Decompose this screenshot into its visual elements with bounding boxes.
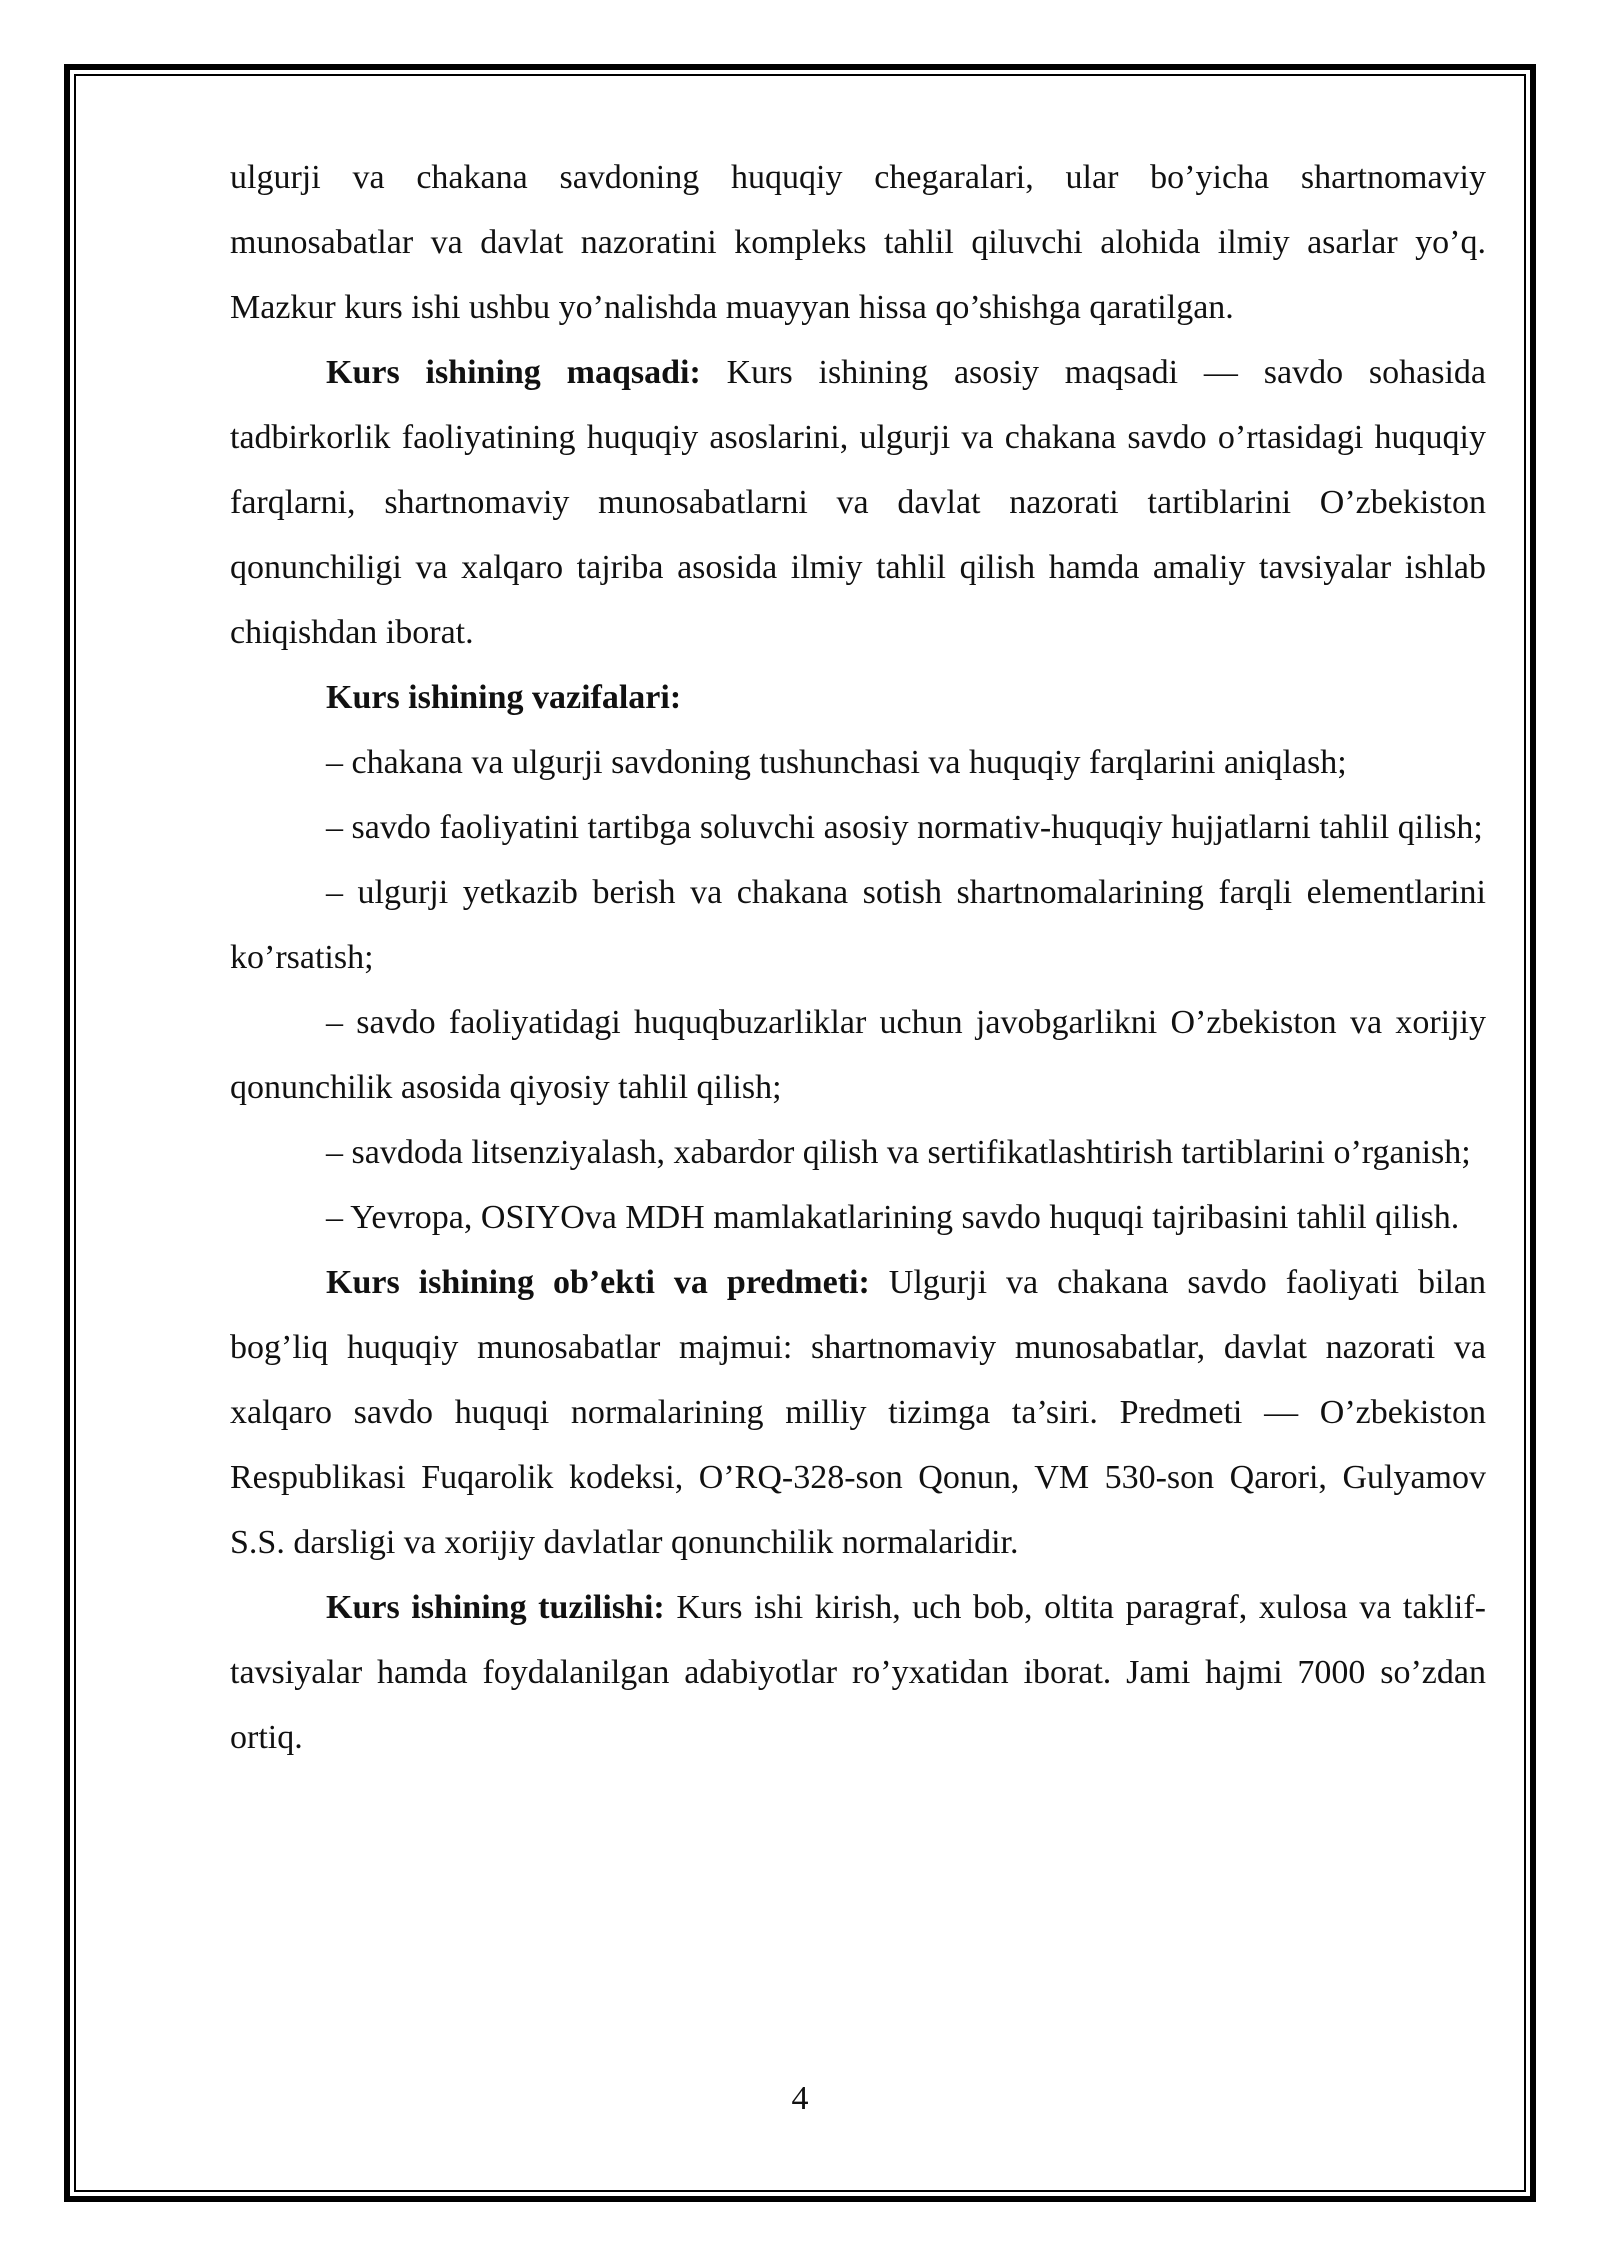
tasks-heading [230,665,1486,730]
page-number: 4 [791,2080,809,2117]
task-item: – Yevropa, OSIYOva MDH mamlakatlarining savdo huquqi tajribasini tahlil qilish. [326,1199,1460,1236]
task-item: – ulgurji yetkazib berish va chakana sotish shartnomalarining farqli elementlarini ko’rsatish; [230,874,1486,976]
structure-text: Kurs ishi kirish, uch bob, oltita paragraf, xulosa va taklif-tavsiyalar hamda foydalanilgan adabiyotlar ro’yxatidan iborat. Jami hajmi 7000 so’zdan ortiq. [230,1589,1486,1756]
intro-paragraph: ulgurji va chakana savdoning huquqiy chegaralari, ular bo’yicha shartnomaviy munosabatlar va davlat nazoratini kompleks tahlil qiluvchi alohida ilmiy asarlar yo’q. Mazkur kurs ishi ushbu yo’nalishda muayyan hissa qo’shishga qaratilgan. [230,159,1486,326]
object-text: Ulgurji va chakana savdo faoliyati bilan bog’liq huquqiy munosabatlar majmui: shartnomaviy munosabatlar, davlat nazorati va xalqaro savdo huquqi normalarining milliy tizimga ta’siri. Predmeti — O’zbekiston Respublikasi Fuqarolik kodeksi, O’RQ-328-son Qonun, VM 530-son Qarori, Gulyamov S.S. darsligi va xorijiy davlatlar qonunchilik normalaridir. [230,1264,1486,1561]
task-item: – savdo faoliyatidagi huquqbuzarliklar uchun javobgarlikni O’zbekiston va xorijiy qonunchilik asosida qiyosiy tahlil qilish; [230,1004,1486,1106]
structure-label: Kurs ishining tuzilishi: [326,1589,665,1626]
goal-text: Kurs ishining asosiy maqsadi — savdo sohasida tadbirkorlik faoliyatining huquqiy asoslarini, ulgurji va chakana savdo o’rtasidagi huquqiy farqlarni, shartnomaviy munosabatlarni va davlat nazorati tartiblarini O’zbekiston qonunchiligi va xalqaro tajriba asosida ilmiy tahlil qilish hamda amaliy tavsiyalar ishlab chiqishdan iborat. [230,354,1486,651]
document-body [230,145,1486,1770]
task-item: – savdo faoliyatini tartibga soluvchi asosiy normativ-huquqiy hujjatlarni tahlil qilish; [326,809,1483,846]
task-item: – chakana va ulgurji savdoning tushunchasi va huquqiy farqlarini aniqlash; [326,744,1347,781]
goal-label: Kurs ishining maqsadi: [326,354,701,391]
structure-paragraph [230,1575,1486,1770]
task-item: – savdoda litsenziyalash, xabardor qilish va sertifikatlashtirish tartiblarini o’rganish; [326,1134,1471,1171]
object-label: Kurs ishining ob’ekti va predmeti: [326,1264,870,1301]
goal-paragraph [230,340,1486,665]
tasks-label: Kurs ishining vazifalari: [326,679,682,716]
object-paragraph [230,1250,1486,1575]
